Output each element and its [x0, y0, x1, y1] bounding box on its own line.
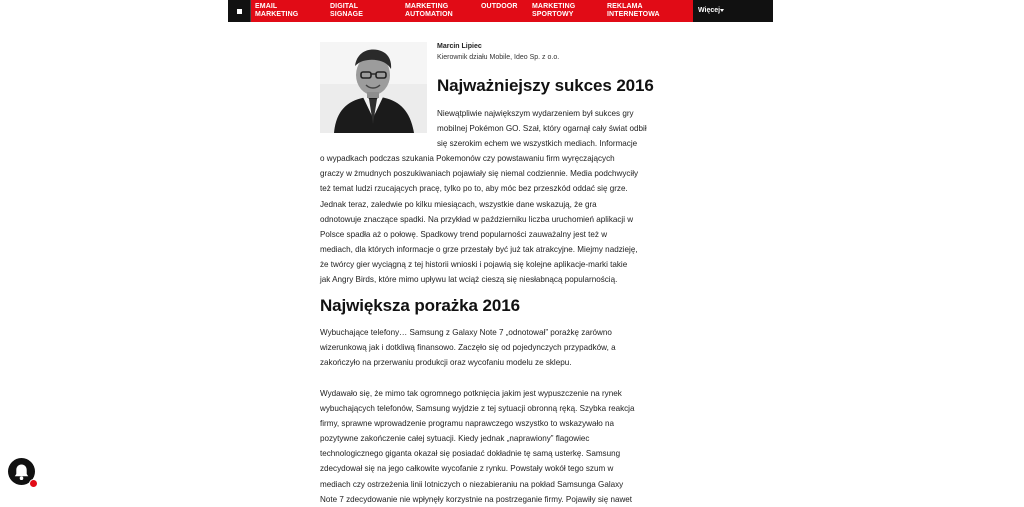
home-button[interactable]: [228, 0, 251, 22]
success-heading: Najważniejszy sukces 2016: [437, 76, 654, 95]
paragraph-line: że twórcy gier wyciągną z tej historii wnioski i pojawią się kolejne aplikacje-marki takie: [320, 259, 628, 269]
paragraph-line: mediach czy ostrzeżenia linii lotniczych o niezabieraniu na pokład Samsunga Galaxy: [320, 479, 624, 489]
failure-paragraph-2: [320, 386, 634, 507]
paragraph-line: zdecydował się na jego całkowite wycofanie z rynku. Powstały wokół tego szum w: [320, 464, 614, 474]
notification-bell-button[interactable]: [8, 458, 35, 485]
paragraph-line: wizerunkową jak i dotkliwą finansowo. Zaczęło się od pojedynczych przypadków, a: [320, 343, 616, 353]
paragraph-line: też temat ludzi rzucających pracę, tylko po to, aby móc bez przeszkód oddać się grze.: [320, 184, 628, 194]
more-menu-label: Więcej: [698, 7, 721, 14]
nav-reklama-internetowa[interactable]: REKLAMA INTERNETOWA: [607, 3, 660, 18]
more-menu-button[interactable]: [693, 0, 773, 22]
paragraph-line: pozytywne zakończenie całej sytuacji. Kiedy jednak „naprawiony” flagowiec: [320, 434, 590, 444]
paragraph-line: się szerokim echem we wszystkich mediach. Informacje: [437, 139, 638, 149]
paragraph-line: Wybuchające telefony… Samsung z Galaxy Note 7 „odnotował” porażkę zarówno: [320, 328, 612, 337]
nav-digital-signage[interactable]: DIGITAL SIGNAGE: [330, 3, 363, 18]
author-name: Marcin Lipiec: [437, 43, 482, 50]
nav-email-marketing[interactable]: EMAIL MARKETING: [255, 3, 299, 18]
paragraph-line: graczy w żmudnych poszukiwaniach pojawiały się niemal codziennie. Media podchwyciły: [320, 169, 639, 179]
nav-marketing-automation[interactable]: MARKETING AUTOMATION: [405, 3, 453, 18]
notification-badge: [29, 479, 38, 488]
nav-marketing-sportowy[interactable]: MARKETING SPORTOWY: [532, 3, 576, 18]
success-paragraph: [320, 106, 647, 287]
paragraph-line: wybuchających telefonów, Samsung wyjdzie z tej sytuacji obronną ręką. Szybka reakcja: [320, 404, 635, 414]
paragraph-line: Polsce spadła aż o połowę. Spadkowy trend popularności zauważalny jest też w: [320, 229, 608, 239]
paragraph-line: o wypadkach podczas szukania Pokemonów czy powstawaniu firm wyręczających: [320, 154, 615, 164]
paragraph-line: Wydawało się, że mimo tak ogromnego potknięcia jakim jest wypuszczenie na rynek: [320, 389, 622, 398]
paragraph-line: jak Angry Birds, które mimo upływu lat wciąż cieszą się niesłabnącą popularnością.: [320, 275, 618, 285]
nav-outdoor[interactable]: OUTDOOR: [481, 3, 518, 10]
failure-paragraph-1: [320, 325, 616, 370]
paragraph-line: Note 7 zdecydowanie nie wpłynęły korzystnie na postrzeganie firmy. Pojawiły się nawet: [320, 494, 633, 504]
chevron-down-icon: [720, 9, 724, 12]
paragraph-line: Jednak teraz, zaledwie po kilku miesiącach, wszystkie dane wskazują, że gra: [320, 199, 597, 209]
paragraph-line: technologicznego giganta okazał się posiadać dokładnie tę samą usterkę. Samsung: [320, 449, 621, 459]
paragraph-line: mobilnej Pokémon GO. Szał, który ogarnął cały świat odbił: [437, 124, 647, 134]
paragraph-line: odnotowuje znaczące spadki. Na przykład w październiku liczba uruchomień aplikacji w: [320, 214, 634, 224]
top-navigation-bar: [228, 0, 773, 22]
failure-heading: Największa porażka 2016: [320, 296, 520, 315]
paragraph-line: firmy, sprawne wprowadzenie programu naprawczego wszystko to wskazywało na: [320, 419, 615, 429]
paragraph-line: mediach, dla których informacje o grze przestały być już tak atrakcyjne. Miejmy nadzieję,: [320, 244, 638, 254]
paragraph-line: Niewątpliwie największym wydarzeniem był sukces gry: [437, 109, 634, 118]
home-square-icon: [237, 9, 242, 14]
paragraph-line: zakończyło na przerwaniu produkcji oraz wycofaniu modelu ze sklepu.: [320, 358, 572, 368]
author-title: Kierownik działu Mobile, Ideo Sp. z o.o.: [437, 54, 560, 61]
